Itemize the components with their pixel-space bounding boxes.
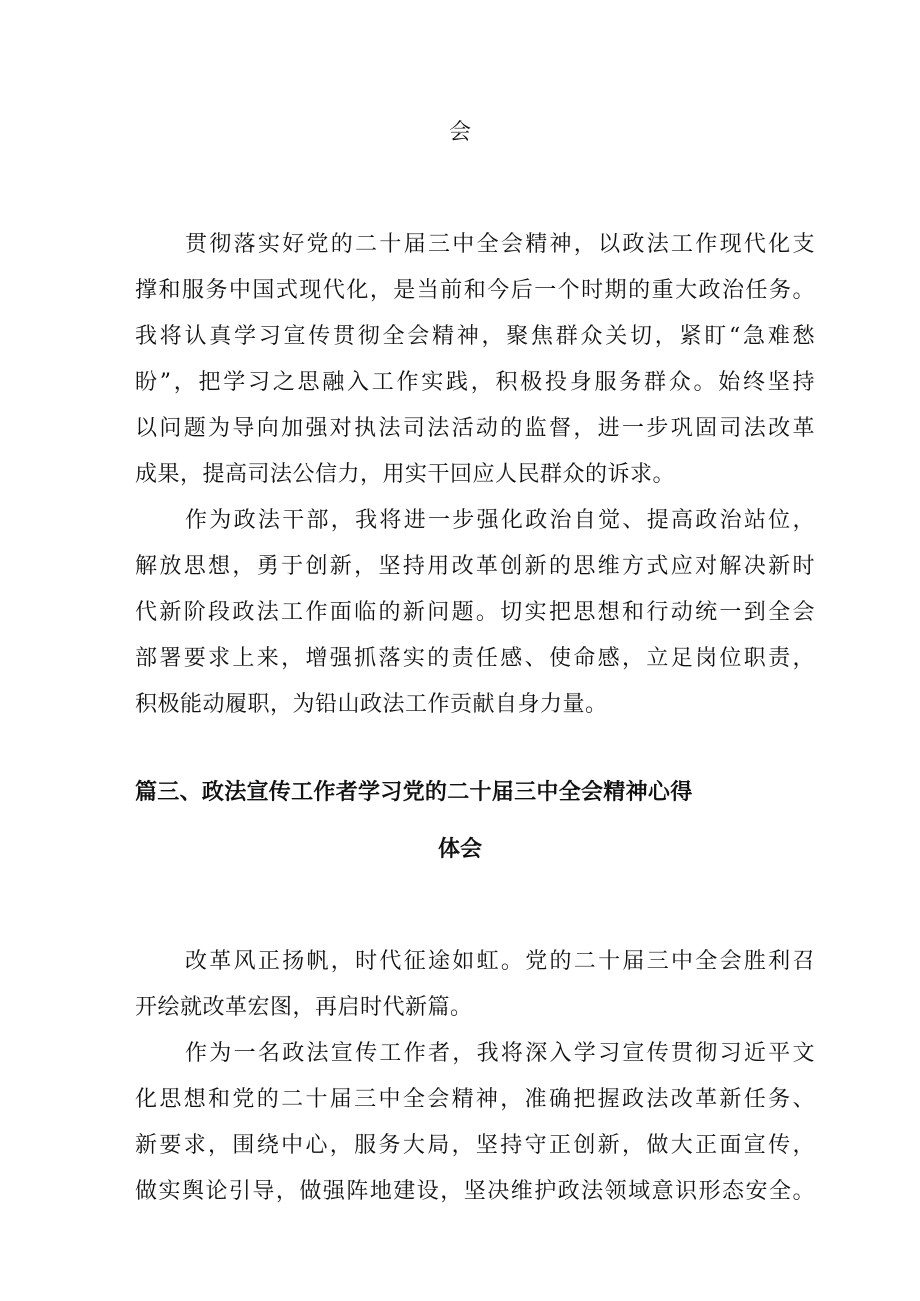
paragraph-line: 撑和服务中国式现代化，是当前和今后一个时期的重大政治任务。	[135, 278, 815, 303]
paragraph-line: 盼”，把学习之思融入工作实践，积极投身服务群众。始终坚持	[135, 370, 815, 395]
paragraph-line: 成果，提高司法公信力，用实干回应人民群众的诉求。	[135, 462, 676, 487]
paragraph-line: 开绘就改革宏图，再启时代新篇。	[135, 995, 473, 1020]
paragraph-line: 作为一名政法宣传工作者，我将深入学习宣传贯彻习近平文	[185, 1041, 815, 1066]
section-heading: 篇三、政法宣传工作者学习党的二十届三中全会精神心得	[135, 780, 693, 805]
paragraph-line: 改革风正扬帆，时代征途如虹。党的二十届三中全会胜利召	[185, 949, 815, 974]
previous-heading-tail: 会	[448, 120, 471, 145]
paragraph-line: 新要求，围绕中心，服务大局，坚持守正创新，做大正面宣传，	[135, 1133, 815, 1158]
paragraph-line: 代新阶段政法工作面临的新问题。切实把思想和行动统一到全会	[135, 600, 815, 625]
paragraph-line: 部署要求上来，增强抓落实的责任感、使命感，立足岗位职责，	[135, 646, 815, 671]
paragraph-line: 积极能动履职，为铅山政法工作贡献自身力量。	[135, 692, 608, 717]
paragraph-line: 做实舆论引导，做强阵地建设，坚决维护政法领域意识形态安全。	[135, 1179, 815, 1204]
section-heading-continuation: 体会	[437, 837, 482, 862]
paragraph-line: 以问题为导向加强对执法司法活动的监督，进一步巩固司法改革	[135, 416, 815, 441]
paragraph-line: 贯彻落实好党的二十届三中全会精神，以政法工作现代化支	[185, 232, 815, 257]
paragraph-line: 作为政法干部，我将进一步强化政治自觉、提高政治站位，	[185, 508, 815, 533]
paragraph-line: 我将认真学习宣传贯彻全会精神，聚焦群众关切，紧盯“急难愁	[135, 324, 815, 349]
paragraph-line: 化思想和党的二十届三中全会精神，准确把握政法改革新任务、	[135, 1087, 815, 1112]
paragraph-line: 解放思想，勇于创新，坚持用改革创新的思维方式应对解决新时	[135, 554, 815, 579]
